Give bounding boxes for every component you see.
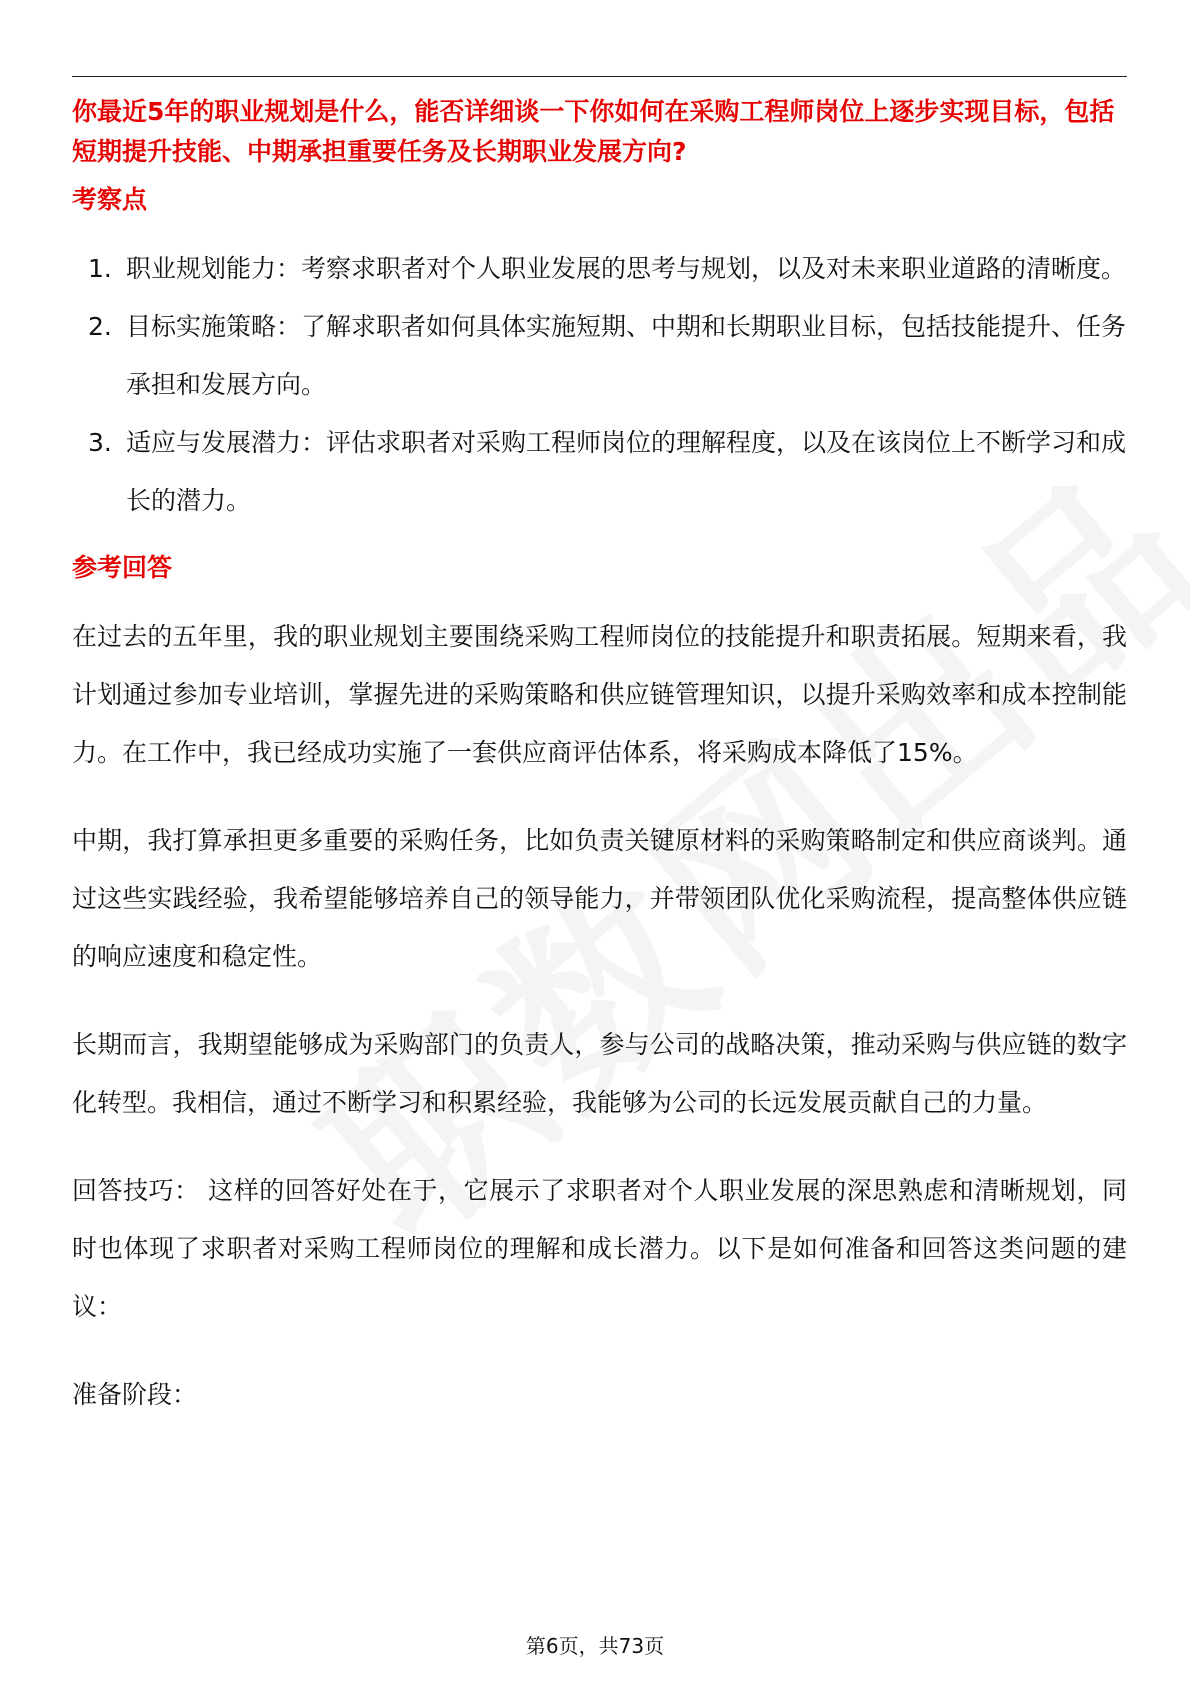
page-number: 第6页，共73页 — [525, 1634, 665, 1658]
list-item — [72, 240, 1127, 298]
list-text: 适应与发展潜力：评估求职者对采购工程师岗位的理解程度，以及在该岗位上不断学习和成长的潜力。 — [126, 428, 1127, 515]
list-number: 3. — [88, 428, 112, 457]
list-number: 1. — [88, 254, 112, 283]
answer-paragraph: 在过去的五年里，我的职业规划主要围绕采购工程师岗位的技能提升和职责拓展。短期来看，我计划通过参加专业培训，掌握先进的采购策略和供应链管理知识，以提升采购效率和成本控制能力。在工作中，我已经成功实施了一套供应商评估体系，将采购成本降低了15%。 — [72, 622, 1127, 767]
assessment-list — [72, 240, 1127, 530]
answer-heading: 参考回答 — [72, 553, 173, 582]
list-text: 目标实施策略：了解求职者如何具体实施短期、中期和长期职业目标，包括技能提升、任务承担和发展方向。 — [126, 312, 1127, 399]
list-text: 职业规划能力：考察求职者对个人职业发展的思考与规划，以及对未来职业道路的清晰度。 — [126, 254, 1127, 283]
answer-paragraph: 中期，我打算承担更多重要的采购任务，比如负责关键原材料的采购策略制定和供应商谈判。通过这些实践经验，我希望能够培养自己的领导能力，并带领团队优化采购流程，提高整体供应链的响应速度和稳定性。 — [72, 826, 1127, 971]
list-number: 2. — [88, 312, 112, 341]
tips-paragraph: 回答技巧： 这样的回答好处在于，它展示了求职者对个人职业发展的深思熟虑和清晰规划，同时也体现了求职者对采购工程师岗位的理解和成长潜力。以下是如何准备和回答这类问题的建议： — [72, 1176, 1127, 1321]
list-item — [72, 298, 1127, 414]
list-item — [72, 414, 1127, 530]
top-divider — [72, 76, 1127, 77]
assessment-heading: 考察点 — [72, 185, 148, 214]
prep-stage-label: 准备阶段： — [72, 1380, 198, 1409]
question-title: 你最近5年的职业规划是什么，能否详细谈一下你如何在采购工程师岗位上逐步实现目标，包括短期提升技能、中期承担重要任务及长期职业发展方向? — [72, 97, 1115, 166]
answer-paragraph: 长期而言，我期望能够成为采购部门的负责人，参与公司的战略决策，推动采购与供应链的数字化转型。我相信，通过不断学习和积累经验，我能够为公司的长远发展贡献自己的力量。 — [72, 1030, 1127, 1117]
document-body — [72, 92, 1127, 1424]
